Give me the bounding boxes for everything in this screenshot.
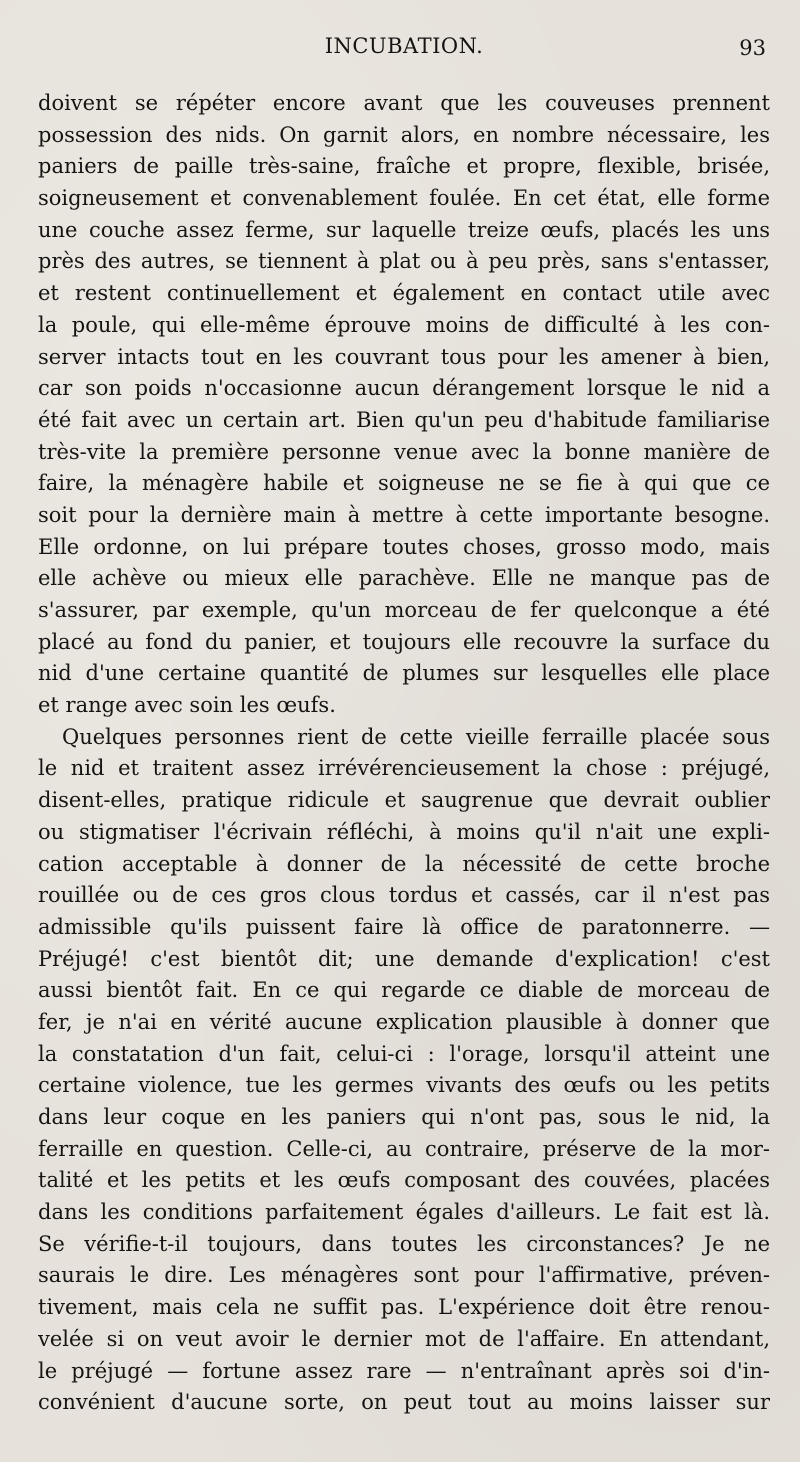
paragraph-1 [38,88,770,722]
text-line: ou stigmatiser l'écrivain réfléchi, à moins qu'il n'ait une expli- [38,819,770,844]
running-head: INCUBATION. [324,34,484,58]
text-line: s'assurer, par exemple, qu'un morceau de fer quelconque a été [38,598,770,622]
text-line: velée si on veut avoir le dernier mot de l'affaire. En attendant, [38,1326,770,1351]
text-line: rouillée ou de ces gros clous tordus et cassés, car il n'est pas [38,883,770,908]
text-line: certaine violence, tue les germes vivants des œufs ou les petits [38,1073,770,1098]
text-line: cation acceptable à donner de la nécessité de cette broche [38,851,770,876]
text-line: paniers de paille très-saine, fraîche et propre, flexible, brisée, [38,154,770,179]
text-line: soit pour la dernière main à mettre à cette importante besogne. [38,502,770,527]
text-line: Elle ordonne, on lui prépare toutes choses, grosso modo, mais [38,534,770,559]
text-line: Quelques personnes rient de cette vieille ferraille placée sous [62,724,770,749]
text-line: aussi bientôt fait. En ce qui regarde ce diable de morceau de [38,978,770,1003]
text-line: disent-elles, pratique ridicule et saugrenue que devrait oublier [38,788,770,813]
text-line: et range avec soin les œufs. [38,693,336,718]
text-line: nid d'une certaine quantité de plumes sur lesquelles elle place [38,661,770,686]
page-header [38,28,770,68]
text-line: placé au fond du panier, et toujours elle recouvre la surface du [38,629,770,654]
text-line: été fait avec un certain art. Bien qu'un peu d'habitude familiarise [38,407,770,432]
text-line: server intacts tout en les couvrant tous pour les amener à bien, [38,344,770,369]
body-text [38,88,770,1419]
text-line: Se vérifie-t-il toujours, dans toutes les circonstances? Je ne [38,1231,770,1256]
text-line: car son poids n'occasionne aucun dérangement lorsque le nid a [38,376,770,401]
text-line: ferraille en question. Celle-ci, au contraire, préserve de la mor- [38,1136,770,1161]
text-line: très-vite la première personne venue avec la bonne manière de [38,439,770,464]
text-line: le nid et traitent assez irrévérencieusement la chose : préjugé, [38,756,770,781]
text-line: admissible qu'ils puissent faire là office de paratonnerre. — [38,914,770,939]
text-line: la constatation d'un fait, celui-ci : l'orage, lorsqu'il atteint une [38,1041,770,1066]
text-line: dans les conditions parfaitement égales d'ailleurs. Le fait est là. [38,1200,770,1225]
text-line: le préjugé — fortune assez rare — n'entraînant après soi d'in- [38,1358,770,1383]
text-line: elle achève ou mieux elle parachève. Elle ne manque pas de [38,566,770,591]
text-line: la poule, qui elle-même éprouve moins de difficulté à les con- [38,312,770,337]
text-line: faire, la ménagère habile et soigneuse ne se fie à qui que ce [38,471,770,496]
text-line: dans leur coque en les paniers qui n'ont pas, sous le nid, la [38,1105,770,1129]
text-line: Préjugé! c'est bientôt dit; une demande d'explication! c'est [38,946,770,971]
page-number: 93 [739,36,766,60]
text-line: possession des nids. On garnit alors, en nombre nécessaire, les [38,122,770,147]
paragraph-2 [38,722,770,1419]
text-line: talité et les petits et les œufs composant des couvées, placées [38,1168,770,1193]
text-line: et restent continuellement et également en contact utile avec [38,281,770,306]
text-line: près des autres, se tiennent à plat ou à peu près, sans s'entasser, [38,249,770,274]
text-line: une couche assez ferme, sur laquelle treize œufs, placés les uns [38,217,770,242]
text-line: convénient d'aucune sorte, on peut tout au moins laisser sur [38,1390,770,1415]
text-line: tivement, mais cela ne suffit pas. L'expérience doit être renou- [38,1295,770,1320]
text-line: doivent se répéter encore avant que les couveuses prennent [38,91,770,115]
text-line: fer, je n'ai en vérité aucune explication plausible à donner que [38,1009,770,1034]
text-line: saurais le dire. Les ménagères sont pour l'affirmative, préven- [38,1263,770,1288]
text-line: soigneusement et convenablement foulée. En cet état, elle forme [38,186,770,211]
